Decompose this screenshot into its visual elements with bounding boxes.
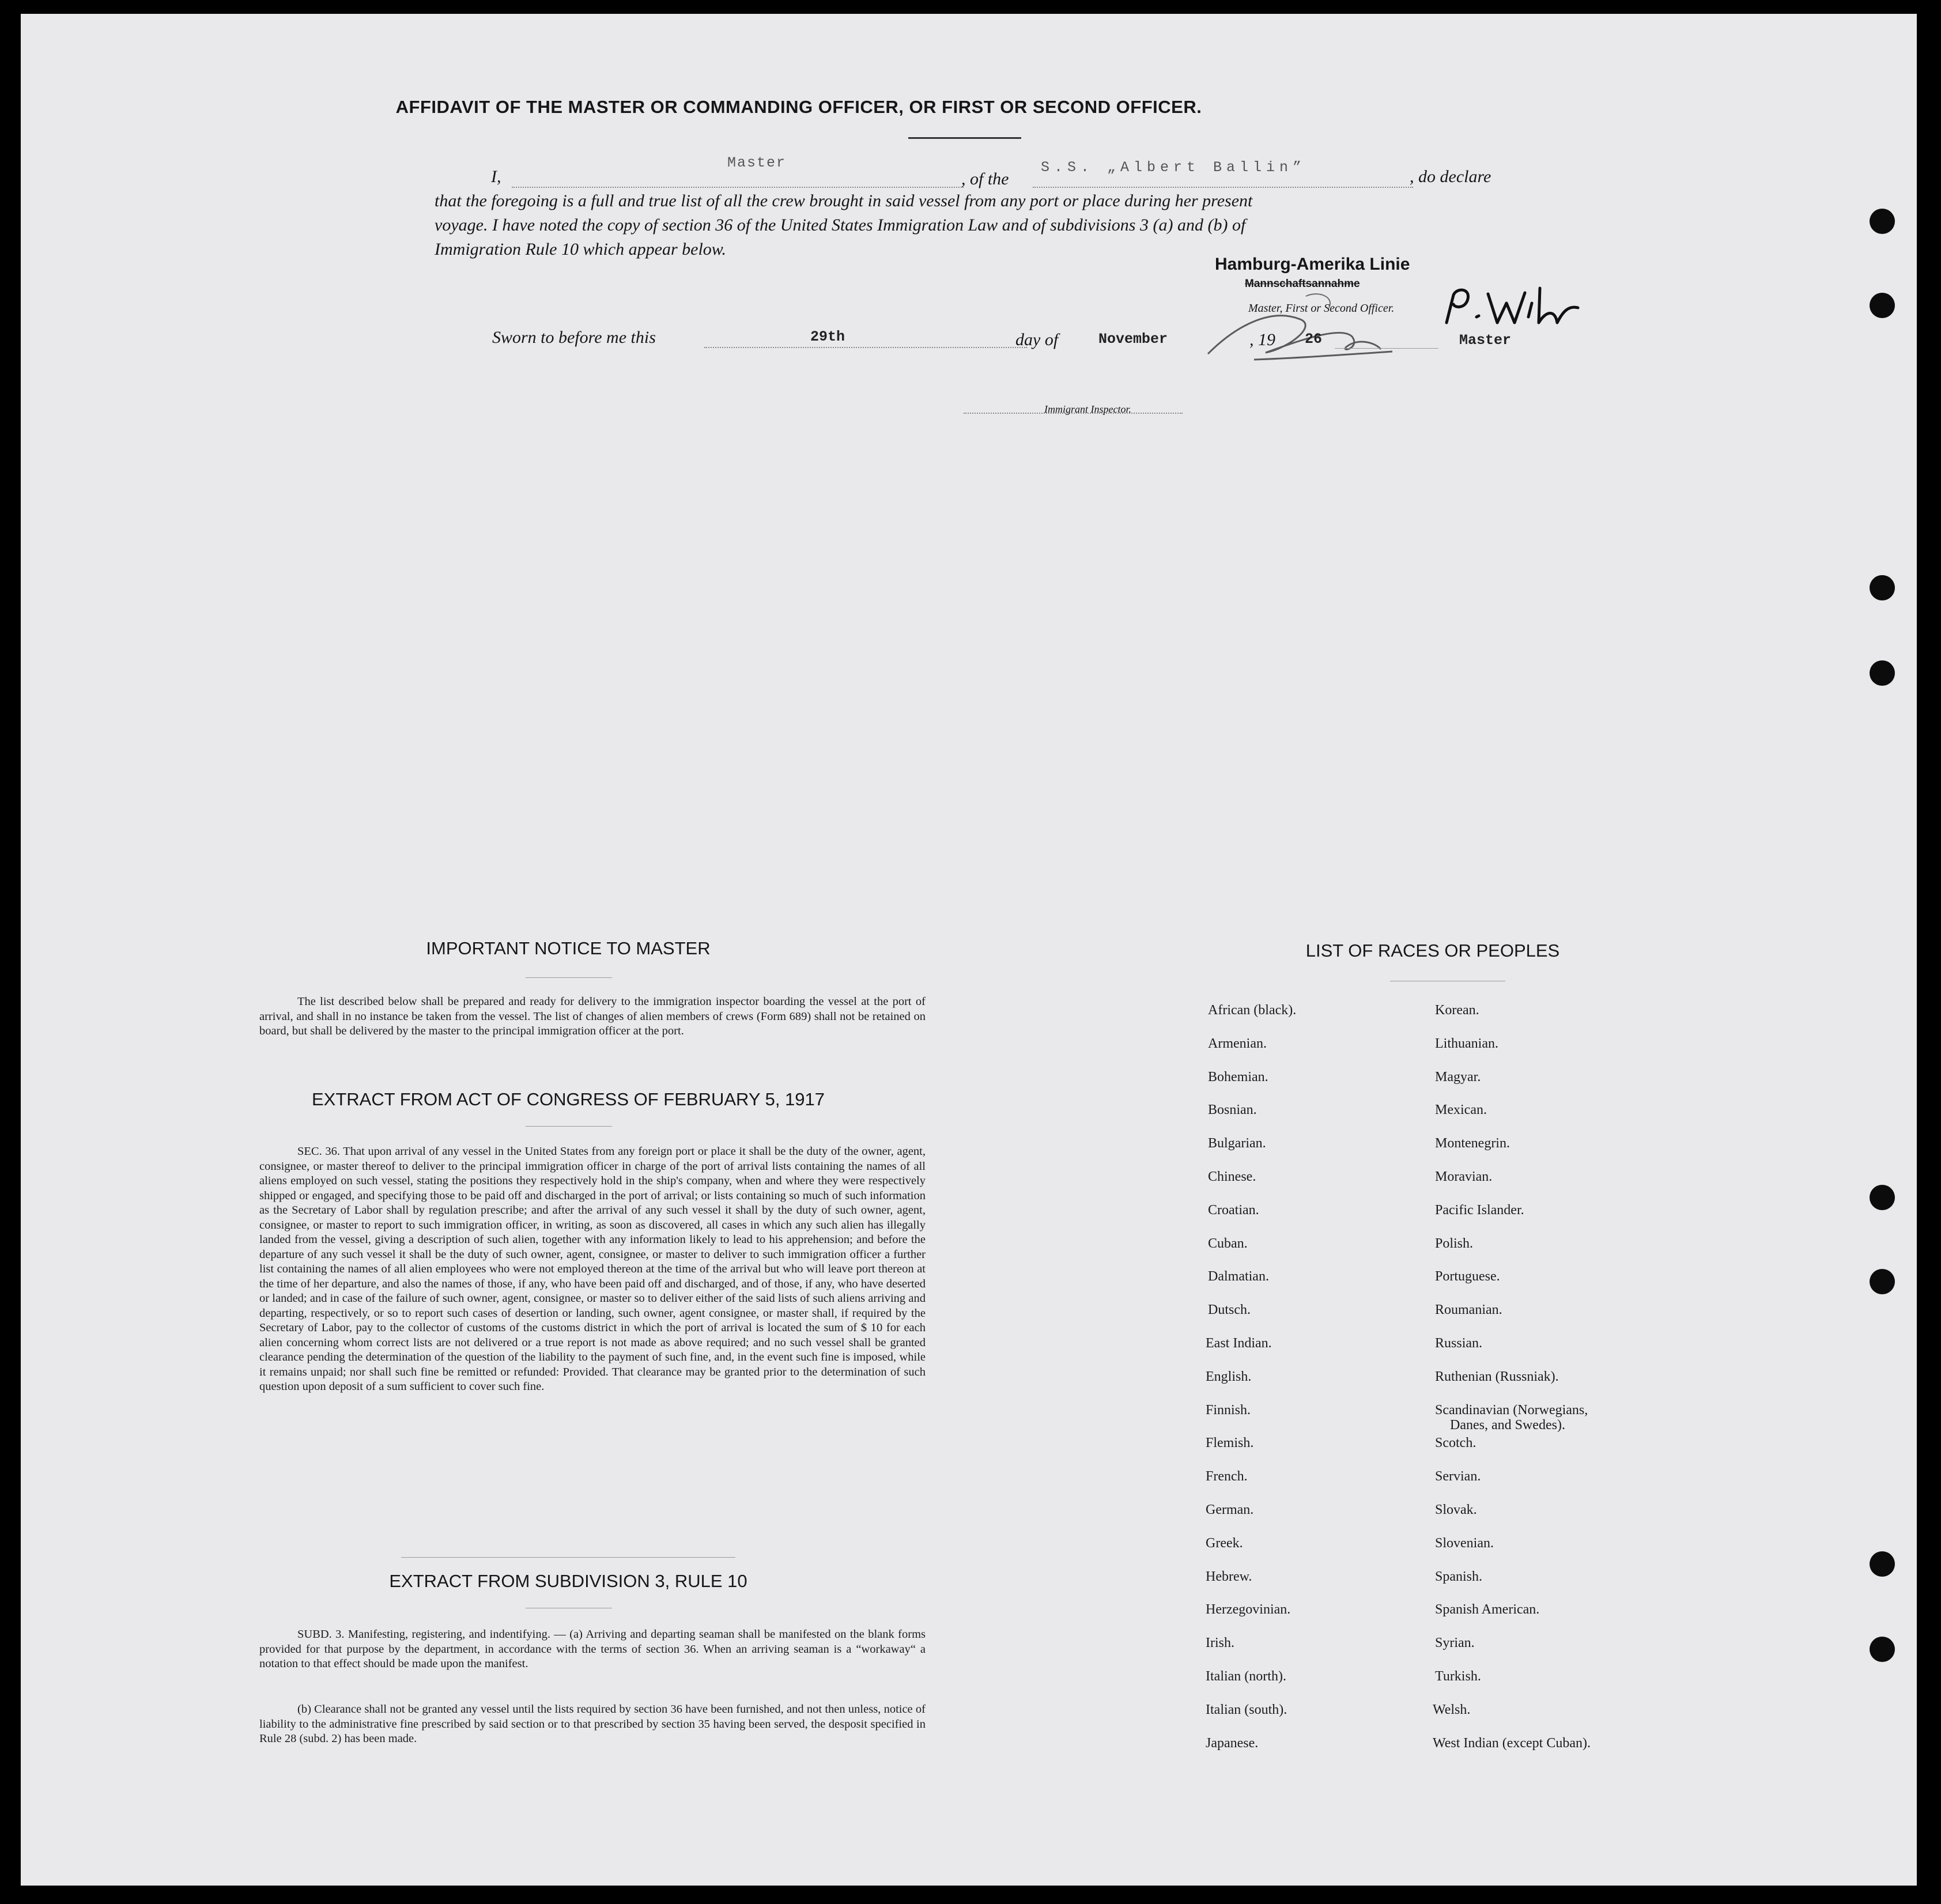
race-item: Polish.: [1435, 1236, 1474, 1251]
race-item: Syrian.: [1435, 1635, 1475, 1650]
race-item: Slovak.: [1435, 1502, 1477, 1517]
punch-hole: [1870, 1637, 1895, 1662]
race-item: Japanese.: [1206, 1736, 1259, 1751]
affidavit-body-line3: voyage. I have noted the copy of section 36 of the United States Immigration Law and of subdivisions 3 (a) and (b) of: [435, 216, 1246, 235]
race-item: Flemish.: [1206, 1435, 1254, 1450]
race-item: Scandinavian (Norwegians,: [1435, 1403, 1588, 1418]
race-item: Servian.: [1435, 1469, 1481, 1484]
year-prefix: , 19: [1249, 330, 1275, 349]
race-item: Croatian.: [1208, 1203, 1259, 1218]
race-item: Magyar.: [1435, 1070, 1481, 1085]
race-item: Armenian.: [1208, 1036, 1267, 1051]
race-item: Turkish.: [1435, 1669, 1481, 1684]
rule-title: EXTRACT FROM SUBDIVISION 3, RULE 10: [389, 1571, 747, 1591]
race-item: Spanish American.: [1435, 1602, 1540, 1617]
notice-title: IMPORTANT NOTICE TO MASTER: [426, 938, 711, 958]
section-divider: [401, 1557, 735, 1558]
race-item: Spanish.: [1435, 1569, 1483, 1584]
race-item: Russian.: [1435, 1336, 1483, 1351]
vessel-filled: S.S. „Albert Ballin”: [1041, 159, 1306, 176]
race-item: Moravian.: [1435, 1169, 1493, 1184]
sworn-day-line: [704, 347, 1027, 348]
race-item: English.: [1206, 1369, 1252, 1384]
race-item: Korean.: [1435, 1003, 1479, 1018]
race-item: Ruthenian (Russniak).: [1435, 1369, 1559, 1384]
act-underline: [526, 1126, 612, 1127]
race-item: Bohemian.: [1208, 1070, 1268, 1085]
affidavit-body-line4: Immigration Rule 10 which appear below.: [435, 240, 727, 259]
race-item: Portuguese.: [1435, 1269, 1500, 1284]
stamp-company: Hamburg-Amerika Linie: [1215, 255, 1410, 274]
races-title: LIST OF RACES OR PEOPLES: [1305, 940, 1560, 961]
race-item: Greek.: [1206, 1536, 1243, 1551]
race-item: African (black).: [1208, 1003, 1297, 1018]
punch-hole: [1870, 1551, 1895, 1577]
rule-subd-b: (b) Clearance shall not be granted any vessel until the lists required by section 36 have been furnished, and not then unless, notice of liability to the administrative fine prescribed by said section or to that prescribed by section 35 having been served, the desposit specified in Rule 28 (subd. 2) has been made.: [259, 1703, 926, 1745]
notice-underline: [526, 977, 612, 978]
sworn-day: 29th: [810, 328, 845, 345]
year-line: [1335, 348, 1438, 349]
punch-hole: [1870, 1185, 1895, 1210]
race-item: Italian (south).: [1206, 1702, 1287, 1717]
race-item: Slovenian.: [1435, 1536, 1494, 1551]
race-item: Scotch.: [1435, 1435, 1476, 1450]
notice-text: The list described below shall be prepared and ready for delivery to the immigration inspector boarding the vessel at the port of arrival, and shall in no instance be taken from the vessel. The list of changes of alien members of crews (Form 689) shall not be retained on board, but shall be delivered by the master to the principal immigration officer at the port.: [259, 995, 926, 1037]
punch-hole: [1870, 575, 1895, 600]
master-filled: Master: [727, 154, 787, 171]
vessel-name-line: [1033, 187, 1413, 188]
affidavit-title: AFFIDAVIT OF THE MASTER OR COMMANDING OFFICER, OR FIRST OR SECOND OFFICER.: [395, 97, 1202, 117]
sworn-year: 26: [1305, 331, 1323, 347]
signature-p-witt: [1442, 282, 1592, 334]
race-item: Bulgarian.: [1208, 1136, 1266, 1151]
day-of-label: day of: [1015, 330, 1059, 349]
master-title: Master: [1459, 332, 1512, 349]
race-item: Hebrew.: [1206, 1569, 1252, 1584]
punch-hole: [1870, 1269, 1895, 1294]
act-title: EXTRACT FROM ACT OF CONGRESS OF FEBRUARY 5, 1917: [311, 1089, 825, 1109]
race-item: French.: [1206, 1469, 1248, 1484]
race-item: Danes, and Swedes).: [1450, 1418, 1565, 1433]
race-item: Montenegrin.: [1435, 1136, 1510, 1151]
sworn-prefix: Sworn to before me this: [492, 328, 656, 347]
signature-caption: Master, First or Second Officer.: [1248, 302, 1395, 315]
race-item: Roumanian.: [1435, 1302, 1502, 1317]
affidavit-of-the: , of the: [961, 169, 1009, 188]
affidavit-body-line2: that the foregoing is a full and true list of all the crew brought in said vessel from any port or place during her present: [435, 191, 1253, 210]
stamp-department: Mannschaftsannahme: [1245, 278, 1360, 290]
race-item: Irish.: [1206, 1635, 1234, 1650]
affidavit-i: I,: [491, 167, 501, 186]
race-item: Mexican.: [1435, 1102, 1487, 1117]
race-item: German.: [1206, 1502, 1254, 1517]
inspector-caption: Immigrant Inspector.: [1044, 403, 1131, 415]
punch-hole: [1870, 293, 1895, 318]
affidavit-do-declare: , do declare: [1410, 167, 1491, 186]
sworn-month: November: [1098, 331, 1168, 347]
race-item: Herzegovinian.: [1206, 1602, 1291, 1617]
race-item: Bosnian.: [1208, 1102, 1257, 1117]
master-name-line: [512, 187, 964, 188]
race-item: East Indian.: [1206, 1336, 1272, 1351]
punch-hole: [1870, 209, 1895, 234]
signature-scribble: [1202, 285, 1444, 371]
race-item: Lithuanian.: [1435, 1036, 1498, 1051]
rule-subd-a: SUBD. 3. Manifesting, registering, and indentifying. — (a) Arriving and departing seaman shall be manifested on the blank forms provided for that purpose by the department, in accordance with the terms of section 36. When an arriving seaman is a “workaway“ a notation to that effect should be made upon the manifest.: [259, 1628, 926, 1670]
race-item: Dutsch.: [1208, 1302, 1251, 1317]
race-item: Finnish.: [1206, 1403, 1251, 1418]
race-item: Italian (north).: [1206, 1669, 1286, 1684]
race-item: Chinese.: [1208, 1169, 1256, 1184]
punch-hole: [1870, 660, 1895, 686]
race-item: Cuban.: [1208, 1236, 1248, 1251]
act-text: SEC. 36. That upon arrival of any vessel in the United States from any foreign port or place it shall be the duty of the owner, agent, consignee, or master thereof to deliver to the principal immigration officer in charge of the port of arrival lists containing the names of all aliens employed on such vessel, stating the positions they respectively hold in the ship's company, when and where they were respectively shipped or engaged, and specifying those to be paid off and discharged in the port of arrival; or lists containing so much of such information as the Secretary of Labor shall by regulation prescribe; and after the arrival of any such vessel it shall by the duty of such owner, agent, consignee, or master to report to such immigration officer, in writing, as soon as discovered, all cases in which any such alien has illegally landed from the vessel, giving a description of such alien, together with any information likely to lead to his apprehension; and before the departure of any such vessel it shall be the duty of such owner, agent, consignee, or master to deliver to such immigration officer a further list containing the names of all alien employees who were not employed thereon at the time of the arrival but who will leave port thereon at the time of her departure, and also the names of those, if any, who have been paid off and discharged, and of those, if any, who have deserted or landed; and in case of the failure of such owner, agent, consignee, or master so to deliver either of the said lists of such aliens arriving and departing, respectively, or so to report such cases of desertion or landing, such owner, agent consignee, or master shall, if required by the Secretary of Labor, pay to the collector of customs of the customs district in which the port of arrival is located the sum of $ 10 for each alien concerning whom correct lists are not delivered or a true report is not made as above required; and no such vessel shall be granted clearance pending the determination of the question of the liability to the payment of such fine, and, in the event such fine is imposed, while it remains unpaid; nor shall such fine be remitted or refunded: Provided. That clearance may be granted prior to the determination of such question upon deposit of a sum sufficient to cover such fine.: [259, 1145, 926, 1393]
document-page: [21, 14, 1917, 1886]
title-underline: [908, 137, 1021, 139]
race-item: Pacific Islander.: [1435, 1203, 1524, 1218]
race-item: West Indian (except Cuban).: [1433, 1736, 1591, 1751]
race-item: Dalmatian.: [1208, 1269, 1269, 1284]
race-item: Welsh.: [1433, 1702, 1471, 1717]
